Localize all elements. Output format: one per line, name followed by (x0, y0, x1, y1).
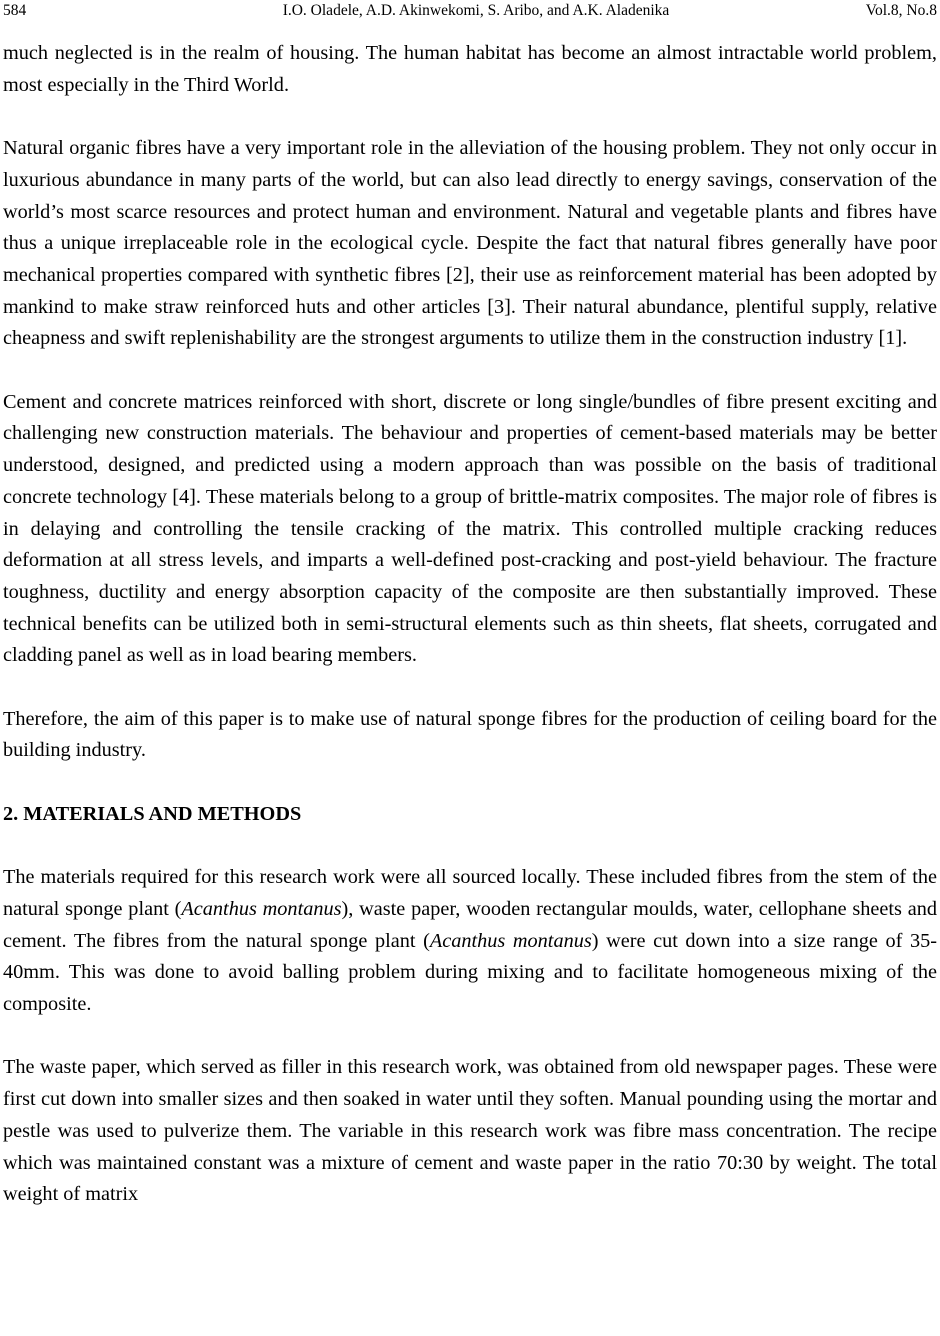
article-body (3, 38, 937, 1211)
materials-text-2: ), waste paper, wooden rectangular moulds, water, cellophane sheets and cement. The fibres from the natural sponge plant ( (3, 897, 937, 952)
paragraph-housing-problem: much neglected is in the realm of housing. The human habitat has become an almost intractable world problem, most especially in the Third World. (3, 42, 937, 96)
paragraph-cement-matrices: Cement and concrete matrices reinforced with short, discrete or long single/bundles of fibre present exciting and challenging new construction materials. The behaviour and properties of cement-based materials may be better understood, designed, and predicted using a modern approach than was possible on the basis of traditional concrete technology [4]. These materials belong to a group of brittle-matrix composites. The major role of fibres is in delaying and controlling the tensile cracking of the matrix. This controlled multiple cracking reduces deformation at all stress levels, and imparts a well-defined post-cracking and post-yield behaviour. The fracture toughness, ductility and energy absorption capacity of the composite are then substantially improved. These technical benefits can be utilized both in semi-structural elements such as thin sheets, flat sheets, corrugated and cladding panel as well as in load bearing members. (3, 390, 937, 667)
species-name: Acanthus montanus (429, 929, 592, 952)
running-header (3, 0, 937, 22)
materials-text-3: ) were cut down into a size range of 35-40mm. This was done to avoid balling problem during mixing and to facilitate homogeneous mixing of the composite. (3, 929, 937, 1016)
paragraph-aim: Therefore, the aim of this paper is to make use of natural sponge fibres for the production of ceiling board for the building industry. (3, 707, 937, 762)
header-authors: I.O. Oladele, A.D. Akinwekomi, S. Aribo, and A.K. Aladenika (282, 2, 670, 19)
header-volume: Vol.8, No.8 (865, 2, 937, 19)
section-heading-materials-methods: 2. MATERIALS AND METHODS (3, 802, 302, 825)
paragraph-waste-paper: The waste paper, which served as filler in this research work, was obtained from old newspaper pages. These were first cut down into smaller sizes and then soaked in water until they soften. Manual pounding using the mortar and pestle was used to pulverize them. The variable in this research work was fibre mass concentration. The recipe which was maintained constant was a mixture of cement and waste paper in the ratio 70:30 by weight. The total weight of matrix (3, 1056, 937, 1206)
paragraph-materials (3, 862, 937, 1021)
species-name: Acanthus montanus (181, 897, 342, 920)
materials-text-1: The materials required for this research work were all sourced locally. These included fibres from the stem of the natural sponge plant ( (3, 866, 937, 920)
paragraph-natural-fibres: Natural organic fibres have a very important role in the alleviation of the housing problem. They not only occur in luxurious abundance in many parts of the world, but can also lead directly to energy savings, conservation of the world’s most scarce resources and protect human and environment. Natural and vegetable plants and fibres have thus a unique irreplaceable role in the ecological cycle. Despite the fact that natural fibres generally have poor mechanical properties compared with synthetic fibres [2], their use as reinforcement material has been adopted by mankind to make straw reinforced huts and other articles [3]. Their natural abundance, plentiful supply, relative cheapness and swift replenishability are the strongest arguments to utilize them in the construction industry [1]. (3, 137, 937, 350)
page-number: 584 (3, 2, 27, 19)
